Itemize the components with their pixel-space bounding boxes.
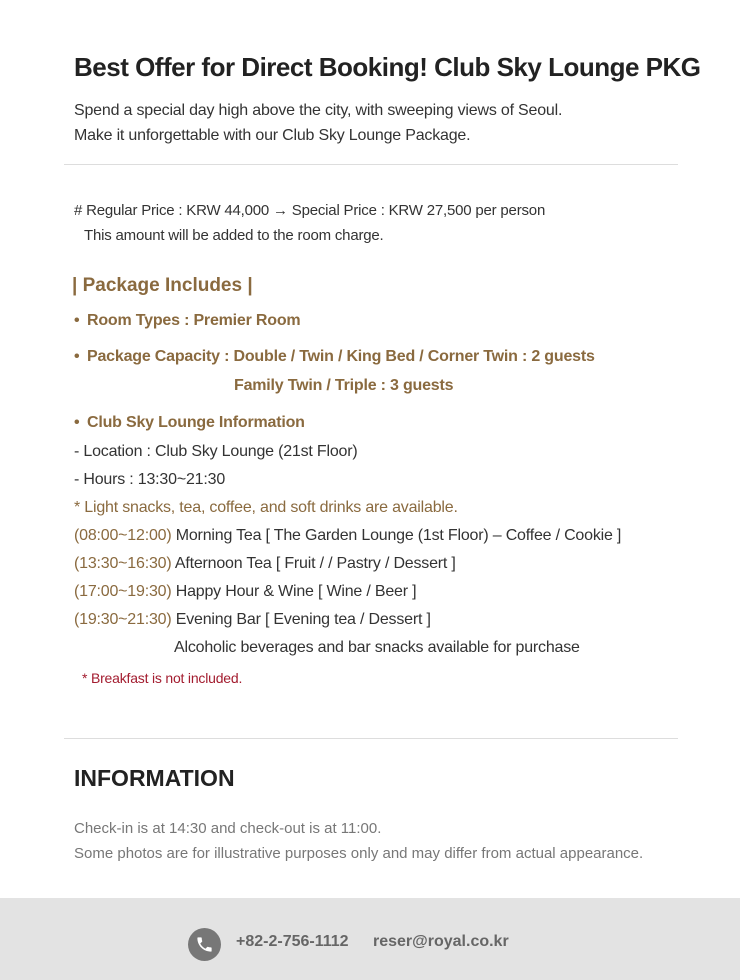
schedule-desc: Happy Hour & Wine [ Wine / Beer ]: [175, 583, 417, 600]
footer-phone[interactable]: +82-2-756-1112: [236, 933, 349, 950]
schedule-time: (08:00~12:00): [74, 527, 172, 544]
capacity-row: [74, 348, 595, 366]
hours-row: - Hours : 13:30~21:30: [74, 471, 226, 488]
bullet: •: [74, 312, 80, 329]
price-line: # Regular Price : KRW 44,000 → Special Price : KRW 27,500 per person: [74, 202, 546, 219]
photo-disclaimer: Some photos are for illustrative purposes only and may differ from actual appearance.: [74, 845, 644, 862]
divider-bottom: [64, 738, 678, 739]
schedule-time: (13:30~16:30): [74, 555, 172, 572]
room-types: Room Types : Premier Room: [87, 312, 301, 329]
schedule-row: [74, 583, 416, 601]
capacity-line-1: Package Capacity : Double / Twin / King Bed / Corner Twin : 2 guests: [87, 348, 595, 365]
bullet: •: [74, 414, 80, 431]
footer-bar: [0, 898, 740, 980]
lounge-heading-row: [74, 414, 305, 432]
lounge-heading: Club Sky Lounge Information: [87, 414, 305, 431]
schedule-time: (17:00~19:30): [74, 583, 172, 600]
schedule-row: [74, 527, 621, 545]
capacity-line-2: Family Twin / Triple : 3 guests: [234, 377, 454, 394]
schedule-desc: Afternoon Tea [ Fruit / / Pastry / Dessert ]: [174, 555, 456, 572]
checkin-info: Check-in is at 14:30 and check-out is at 11:00.: [74, 820, 382, 837]
intro-text: [74, 98, 562, 148]
bullet: •: [74, 348, 80, 365]
package-heading: | Package Includes |: [72, 275, 253, 296]
divider-top: [64, 164, 678, 165]
intro-line-1: Spend a special day high above the city, with sweeping views of Seoul.: [74, 102, 563, 119]
room-types-row: [74, 312, 300, 330]
page-title: Best Offer for Direct Booking! Club Sky Lounge PKG: [74, 52, 701, 82]
price-info: [74, 198, 545, 248]
alcohol-note: Alcoholic beverages and bar snacks available for purchase: [174, 639, 580, 656]
breakfast-note: * Breakfast is not included.: [82, 670, 243, 686]
schedule-row: [74, 555, 456, 573]
information-text: [74, 816, 643, 866]
schedule-row: [74, 611, 431, 629]
price-note: This amount will be added to the room charge.: [84, 227, 384, 244]
information-heading: INFORMATION: [74, 765, 235, 791]
phone-icon: [188, 928, 221, 961]
schedule-desc: Evening Bar [ Evening tea / Dessert ]: [175, 611, 431, 628]
intro-line-2: Make it unforgettable with our Club Sky Lounge Package.: [74, 127, 471, 144]
schedule-time: (19:30~21:30): [74, 611, 172, 628]
location-row: - Location : Club Sky Lounge (21st Floor): [74, 443, 358, 460]
footer-email[interactable]: reser@royal.co.kr: [373, 933, 509, 950]
schedule-desc: Morning Tea [ The Garden Lounge (1st Floor) – Coffee / Cookie ]: [175, 527, 622, 544]
snacks-note: * Light snacks, tea, coffee, and soft drinks are available.: [74, 499, 458, 516]
